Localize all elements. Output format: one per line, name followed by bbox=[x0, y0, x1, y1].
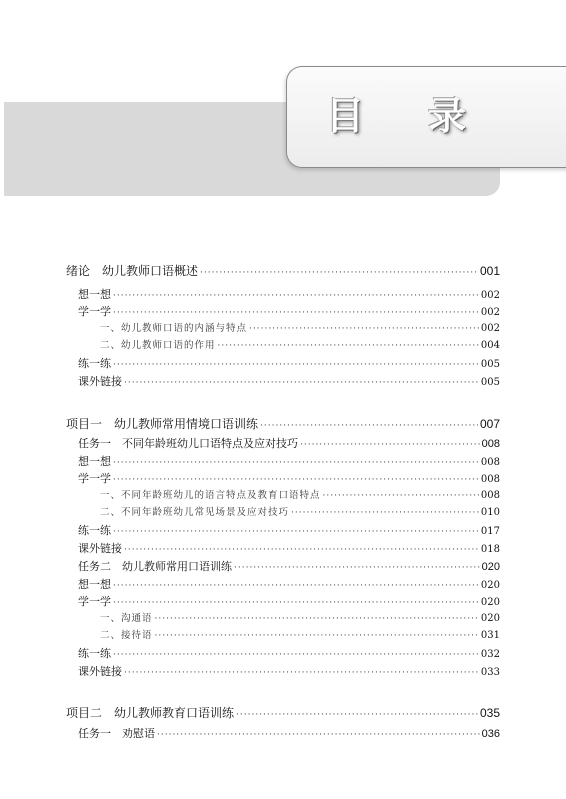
leader-dots bbox=[113, 475, 479, 485]
leader-dots bbox=[323, 491, 479, 501]
leader-dots bbox=[113, 581, 479, 591]
toc-entry[interactable] bbox=[78, 663, 500, 679]
toc-entry[interactable] bbox=[78, 645, 500, 661]
toc-label: 任务一 不同年龄班幼儿口语特点及应对技巧 bbox=[78, 437, 298, 450]
toc-page: 031 bbox=[480, 630, 500, 641]
toc-label: 任务一 劝慰语 bbox=[78, 727, 155, 740]
toc-label: 学一学 bbox=[78, 595, 111, 608]
leader-dots bbox=[113, 360, 479, 370]
toc-page: 002 bbox=[480, 323, 500, 334]
toc-entry[interactable] bbox=[100, 504, 500, 518]
toc-page: 004 bbox=[480, 340, 500, 351]
leader-dots bbox=[124, 545, 479, 555]
toc-entry-intro[interactable] bbox=[66, 262, 500, 279]
leader-dots bbox=[155, 631, 479, 641]
toc-label: 一、幼儿教师口语的内涵与特点 bbox=[100, 323, 248, 334]
toc-page: 002 bbox=[480, 307, 500, 318]
toc-page: 001 bbox=[479, 264, 500, 278]
leader-dots bbox=[291, 508, 479, 518]
leader-dots bbox=[113, 291, 479, 301]
toc-page: 020 bbox=[481, 561, 500, 573]
toc-page: 032 bbox=[480, 649, 500, 660]
leader-dots bbox=[124, 378, 479, 388]
toc-entry-project-1[interactable] bbox=[66, 415, 500, 432]
toc-page: 005 bbox=[480, 377, 500, 388]
toc-entry[interactable] bbox=[78, 593, 500, 609]
leader-dots bbox=[113, 650, 479, 660]
leader-dots bbox=[113, 598, 479, 608]
leader-dots bbox=[113, 458, 479, 468]
toc-label: 练一练 bbox=[78, 357, 111, 370]
toc-page: 036 bbox=[481, 728, 500, 740]
toc-label: 一、不同年龄班幼儿的语言特点及教育口语特点 bbox=[100, 490, 321, 501]
toc-entry[interactable] bbox=[78, 522, 500, 538]
toc-page: 035 bbox=[479, 706, 500, 720]
page-title bbox=[326, 96, 466, 136]
leader-dots bbox=[236, 710, 478, 720]
toc-label: 课外链接 bbox=[78, 542, 122, 555]
toc-page: 008 bbox=[480, 490, 500, 501]
toc-entry[interactable] bbox=[100, 320, 500, 334]
leader-dots bbox=[260, 421, 478, 431]
toc-page: 002 bbox=[480, 290, 500, 301]
toc-page: 007 bbox=[479, 417, 500, 431]
toc-entry[interactable] bbox=[78, 355, 500, 371]
toc-entry[interactable] bbox=[78, 453, 500, 469]
toc-page: 020 bbox=[480, 613, 500, 624]
toc-page: 017 bbox=[480, 526, 500, 537]
toc-entry[interactable] bbox=[78, 470, 500, 486]
toc-label: 项目二 幼儿教师教育口语训练 bbox=[66, 706, 235, 720]
toc-entry[interactable] bbox=[78, 540, 500, 556]
toc-label: 练一练 bbox=[78, 647, 111, 660]
leader-dots bbox=[234, 563, 480, 573]
leader-dots bbox=[157, 730, 480, 740]
toc-label: 项目一 幼儿教师常用情境口语训练 bbox=[66, 417, 259, 431]
toc-page: 005 bbox=[480, 359, 500, 370]
toc-entry[interactable] bbox=[100, 627, 500, 641]
toc-label: 二、幼儿教师口语的作用 bbox=[100, 340, 216, 351]
title-char-2: 录 bbox=[427, 94, 466, 138]
leader-dots bbox=[124, 668, 479, 678]
leader-dots bbox=[300, 440, 480, 450]
toc-label: 任务二 幼儿教师常用口语训练 bbox=[78, 560, 232, 573]
leader-dots bbox=[113, 527, 479, 537]
toc-page: 008 bbox=[480, 474, 500, 485]
toc-entry-task[interactable] bbox=[78, 435, 500, 451]
leader-dots bbox=[249, 324, 479, 334]
leader-dots bbox=[155, 614, 479, 624]
toc-entry[interactable] bbox=[100, 337, 500, 351]
leader-dots bbox=[218, 341, 479, 351]
toc-label: 课外链接 bbox=[78, 375, 122, 388]
toc-label: 绪论 幼儿教师口语概述 bbox=[66, 264, 199, 278]
leader-dots bbox=[113, 308, 479, 318]
toc-label: 想一想 bbox=[78, 455, 111, 468]
toc-entry-task[interactable] bbox=[78, 558, 500, 574]
toc-label: 二、接待语 bbox=[100, 630, 153, 641]
toc-page: 020 bbox=[480, 597, 500, 608]
toc-entry[interactable] bbox=[78, 286, 500, 302]
toc-entry[interactable] bbox=[78, 576, 500, 592]
title-char-1: 目 bbox=[326, 94, 365, 138]
toc-entry-task[interactable] bbox=[78, 725, 500, 741]
toc-entry[interactable] bbox=[100, 487, 500, 501]
toc-page: 008 bbox=[480, 457, 500, 468]
leader-dots bbox=[200, 268, 478, 278]
toc-label: 课外链接 bbox=[78, 665, 122, 678]
toc-page: 020 bbox=[480, 580, 500, 591]
toc-page: 018 bbox=[480, 544, 500, 555]
toc-label: 学一学 bbox=[78, 305, 111, 318]
toc-label: 一、沟通语 bbox=[100, 613, 153, 624]
toc-label: 练一练 bbox=[78, 524, 111, 537]
toc-page: 008 bbox=[481, 438, 500, 450]
toc-entry-project-2[interactable] bbox=[66, 704, 500, 721]
toc-entry[interactable] bbox=[78, 373, 500, 389]
toc-page: 033 bbox=[480, 667, 500, 678]
toc-label: 二、不同年龄班幼儿常见场景及应对技巧 bbox=[100, 507, 290, 518]
toc-entry[interactable] bbox=[100, 610, 500, 624]
toc-label: 学一学 bbox=[78, 472, 111, 485]
toc-label: 想一想 bbox=[78, 578, 111, 591]
toc-entry[interactable] bbox=[78, 303, 500, 319]
toc-page: 010 bbox=[480, 507, 500, 518]
toc-label: 想一想 bbox=[78, 288, 111, 301]
